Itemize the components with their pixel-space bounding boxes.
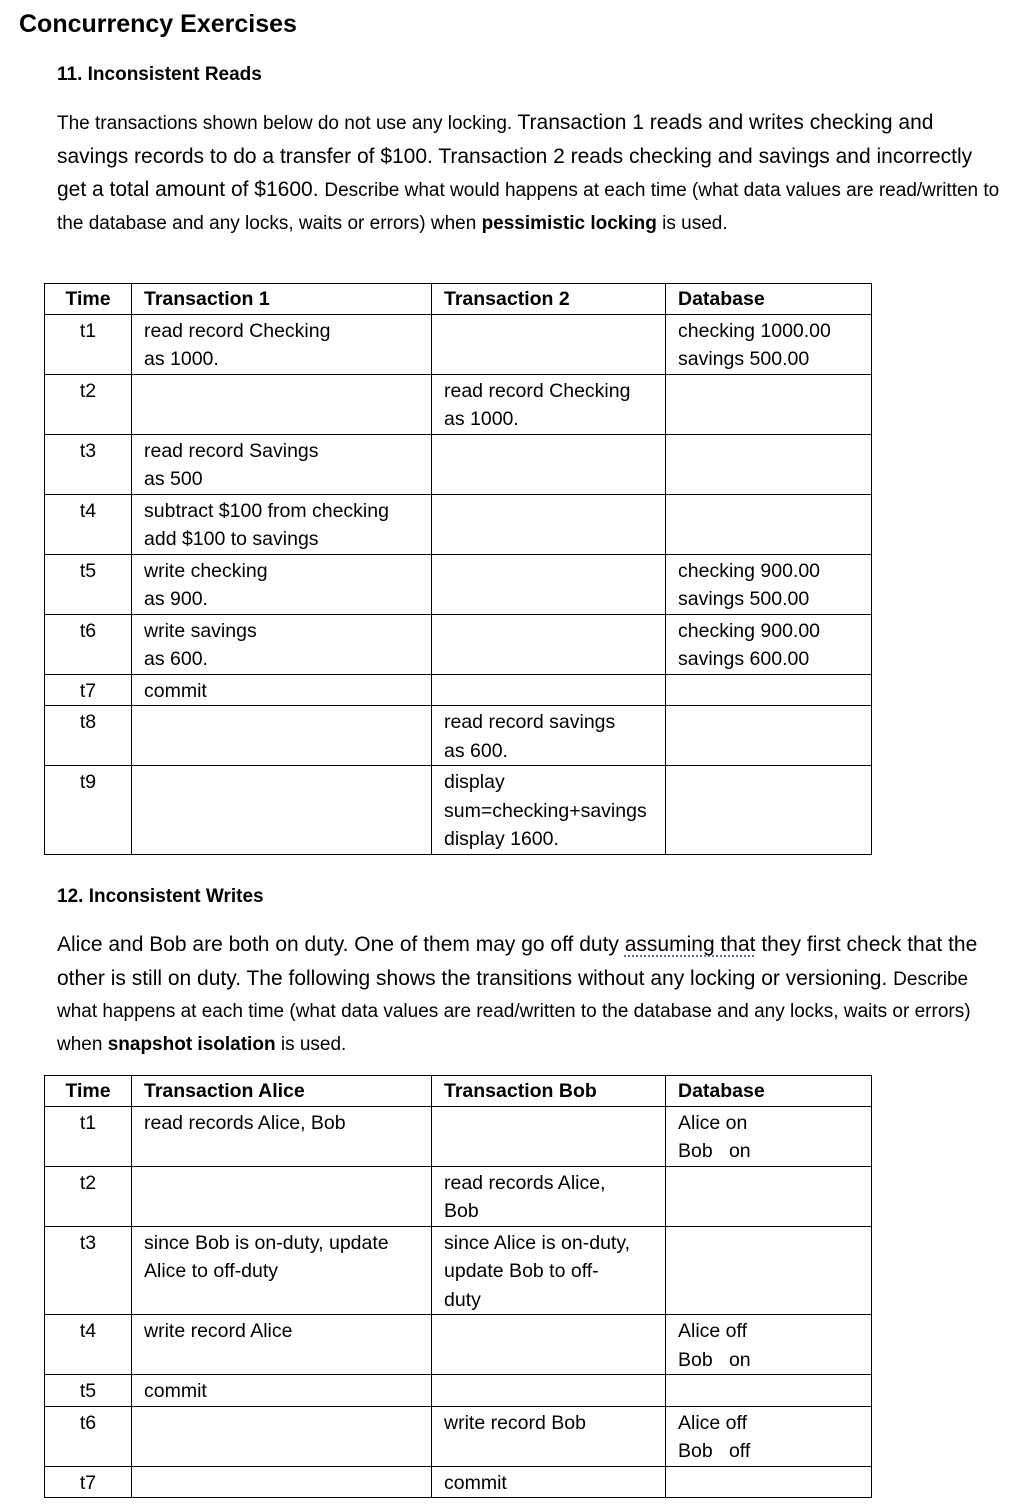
table-row (45, 374, 872, 434)
database-cell (666, 1226, 872, 1315)
cell-line: since Bob is on-duty, update (144, 1231, 389, 1254)
cell-line: checking 1000.00 (678, 319, 831, 342)
time-cell: t5 (45, 1375, 132, 1407)
transaction-b-cell (432, 614, 666, 674)
transaction-b-cell (432, 314, 666, 374)
transaction-a-cell (132, 434, 432, 494)
transaction-b-cell (432, 1406, 666, 1466)
transaction-a-cell (132, 374, 432, 434)
cell-line: as 500 (144, 468, 203, 490)
description-part: Describe what would happens at each time (what data values are read/written to the database and any locks, waits or errors) when (57, 180, 1000, 234)
time-cell: t3 (45, 1226, 132, 1315)
header-time: Time (45, 284, 132, 315)
time-cell: t3 (45, 434, 132, 494)
cell-line: read record Savings (144, 439, 319, 462)
time-cell: t9 (45, 766, 132, 855)
description-emphasis: pessimistic locking (481, 212, 657, 234)
transaction-b-cell (432, 494, 666, 554)
cell-line: commit (144, 1380, 207, 1402)
table-row (45, 434, 872, 494)
header-transaction-alice: Transaction Alice (132, 1076, 432, 1107)
section-heading-inconsistent-reads: 11. Inconsistent Reads (57, 64, 262, 85)
cell-line: checking 900.00 (678, 559, 821, 582)
cell-line: savings 500.00 (678, 588, 810, 610)
transaction-a-cell (132, 766, 432, 855)
cell-line: read record Checking (144, 319, 331, 342)
transaction-b-cell (432, 1375, 666, 1407)
header-time: Time (45, 1076, 132, 1107)
transaction-a-cell (132, 314, 432, 374)
database-cell (666, 706, 872, 766)
time-cell: t4 (45, 1315, 132, 1375)
table-row (45, 1166, 872, 1226)
header-transaction-bob: Transaction Bob (432, 1076, 666, 1107)
inconsistent-reads-table (44, 283, 872, 855)
cell-line: as 600. (444, 739, 508, 762)
transaction-a-cell (132, 1406, 432, 1466)
table-row (45, 494, 872, 554)
transaction-b-cell (432, 1166, 666, 1226)
cell-line: commit (144, 679, 207, 702)
transaction-a-cell (132, 1375, 432, 1407)
database-cell (666, 1406, 872, 1466)
transaction-a-cell (132, 706, 432, 766)
description-part: Describe what happens at each time (what data values are read/written to the database and any locks, waits or errors) when (57, 968, 971, 1055)
transaction-a-cell (132, 1226, 432, 1315)
transaction-b-cell (432, 1315, 666, 1375)
cell-line: Alice off (678, 1411, 748, 1434)
table-row (45, 1375, 872, 1407)
cell-line: Bob on (678, 1140, 751, 1162)
spellcheck-underlined-phrase: assuming that (624, 933, 756, 956)
section-heading-inconsistent-writes: 12. Inconsistent Writes (57, 886, 264, 907)
cell-line: commit (444, 1471, 507, 1494)
cell-line: read records Alice, Bob (144, 1111, 346, 1134)
database-cell (666, 494, 872, 554)
description-part: Alice and Bob are both on duty. One of them may go off duty (57, 933, 625, 956)
transaction-a-cell (132, 554, 432, 614)
cell-line: savings 500.00 (678, 348, 810, 370)
transaction-b-cell (432, 1106, 666, 1166)
section-2-description (57, 929, 1007, 1061)
cell-line: since Alice is on-duty, (444, 1231, 631, 1254)
description-emphasis: snapshot isolation (107, 1033, 276, 1055)
cell-line: read record Checking (444, 379, 631, 402)
cell-line: read record savings (444, 711, 616, 733)
cell-line: duty (444, 1288, 481, 1311)
cell-line: Alice on (678, 1111, 748, 1134)
cell-line: savings 600.00 (678, 648, 810, 670)
time-cell: t7 (45, 1466, 132, 1498)
transaction-a-cell (132, 614, 432, 674)
cell-line: Alice to off-duty (144, 1260, 279, 1282)
table-row (45, 314, 872, 374)
database-cell (666, 554, 872, 614)
cell-line: subtract $100 from checking (144, 499, 389, 522)
transaction-b-cell (432, 374, 666, 434)
cell-line: as 1000. (144, 348, 219, 370)
transaction-a-cell (132, 1166, 432, 1226)
table-row (45, 554, 872, 614)
time-cell: t5 (45, 554, 132, 614)
header-database: Database (666, 284, 872, 315)
table-header-row (45, 1076, 872, 1107)
database-cell (666, 1315, 872, 1375)
cell-line: sum=checking+savings (444, 799, 647, 822)
table-row (45, 1106, 872, 1166)
database-cell (666, 1466, 872, 1498)
database-cell (666, 314, 872, 374)
cell-line: write checking (144, 559, 268, 582)
cell-line: as 900. (144, 588, 208, 610)
inconsistent-writes-table (44, 1075, 872, 1498)
time-cell: t1 (45, 1106, 132, 1166)
time-cell: t4 (45, 494, 132, 554)
table-row (45, 614, 872, 674)
table-row (45, 1315, 872, 1375)
transaction-a-cell (132, 1315, 432, 1375)
transaction-a-cell (132, 1466, 432, 1498)
transaction-b-cell (432, 554, 666, 614)
header-transaction-2: Transaction 2 (432, 284, 666, 315)
transaction-b-cell (432, 766, 666, 855)
description-part: is used. (275, 1033, 347, 1055)
time-cell: t8 (45, 706, 132, 766)
page-title: Concurrency Exercises (19, 10, 297, 38)
transaction-b-cell (432, 706, 666, 766)
transaction-a-cell (132, 1106, 432, 1166)
cell-line: as 1000. (444, 408, 519, 430)
cell-line: write record Alice (144, 1320, 293, 1342)
time-cell: t6 (45, 1406, 132, 1466)
transaction-a-cell (132, 674, 432, 706)
database-cell (666, 614, 872, 674)
table-header-row (45, 284, 872, 315)
time-cell: t2 (45, 1166, 132, 1226)
cell-line: Bob on (678, 1348, 751, 1371)
cell-line: checking 900.00 (678, 619, 821, 642)
cell-line: display 1600. (444, 828, 559, 850)
time-cell: t2 (45, 374, 132, 434)
table-row (45, 766, 872, 855)
cell-line: write record Bob (444, 1411, 586, 1434)
database-cell (666, 1106, 872, 1166)
transaction-b-cell (432, 1226, 666, 1315)
cell-line: read records Alice, (444, 1171, 606, 1194)
cell-line: Alice off (678, 1320, 748, 1342)
cell-line: as 600. (144, 648, 208, 670)
description-part: they first check that the other is still on duty. The following shows the transitions without any locking or versioning. (57, 933, 978, 990)
database-cell (666, 434, 872, 494)
description-part: is used. (656, 212, 728, 234)
database-cell (666, 766, 872, 855)
description-part: The transactions shown below do not use any locking. (57, 113, 518, 134)
time-cell: t1 (45, 314, 132, 374)
database-cell (666, 1375, 872, 1407)
header-transaction-1: Transaction 1 (132, 284, 432, 315)
transaction-b-cell (432, 434, 666, 494)
database-cell (666, 374, 872, 434)
cell-line: Bob (444, 1200, 479, 1222)
transaction-b-cell (432, 1466, 666, 1498)
cell-line: add $100 to savings (144, 528, 319, 550)
database-cell (666, 674, 872, 706)
header-database: Database (666, 1076, 872, 1107)
table-row (45, 674, 872, 706)
table-row (45, 1406, 872, 1466)
cell-line: write savings (144, 619, 257, 642)
table-row (45, 1226, 872, 1315)
section-1-description (57, 107, 1002, 240)
transaction-a-cell (132, 494, 432, 554)
transaction-b-cell (432, 674, 666, 706)
cell-line: update Bob to off- (444, 1260, 599, 1282)
table-row (45, 706, 872, 766)
time-cell: t6 (45, 614, 132, 674)
description-part: Transaction 1 reads and writes checking and savings records to do a transfer of $100. Transaction 2 reads checking and savings and incorrectly get a total amount of $1600. (57, 111, 973, 201)
table-row (45, 1466, 872, 1498)
database-cell (666, 1166, 872, 1226)
time-cell: t7 (45, 674, 132, 706)
cell-line: display (444, 771, 505, 793)
cell-line: Bob off (678, 1440, 751, 1462)
